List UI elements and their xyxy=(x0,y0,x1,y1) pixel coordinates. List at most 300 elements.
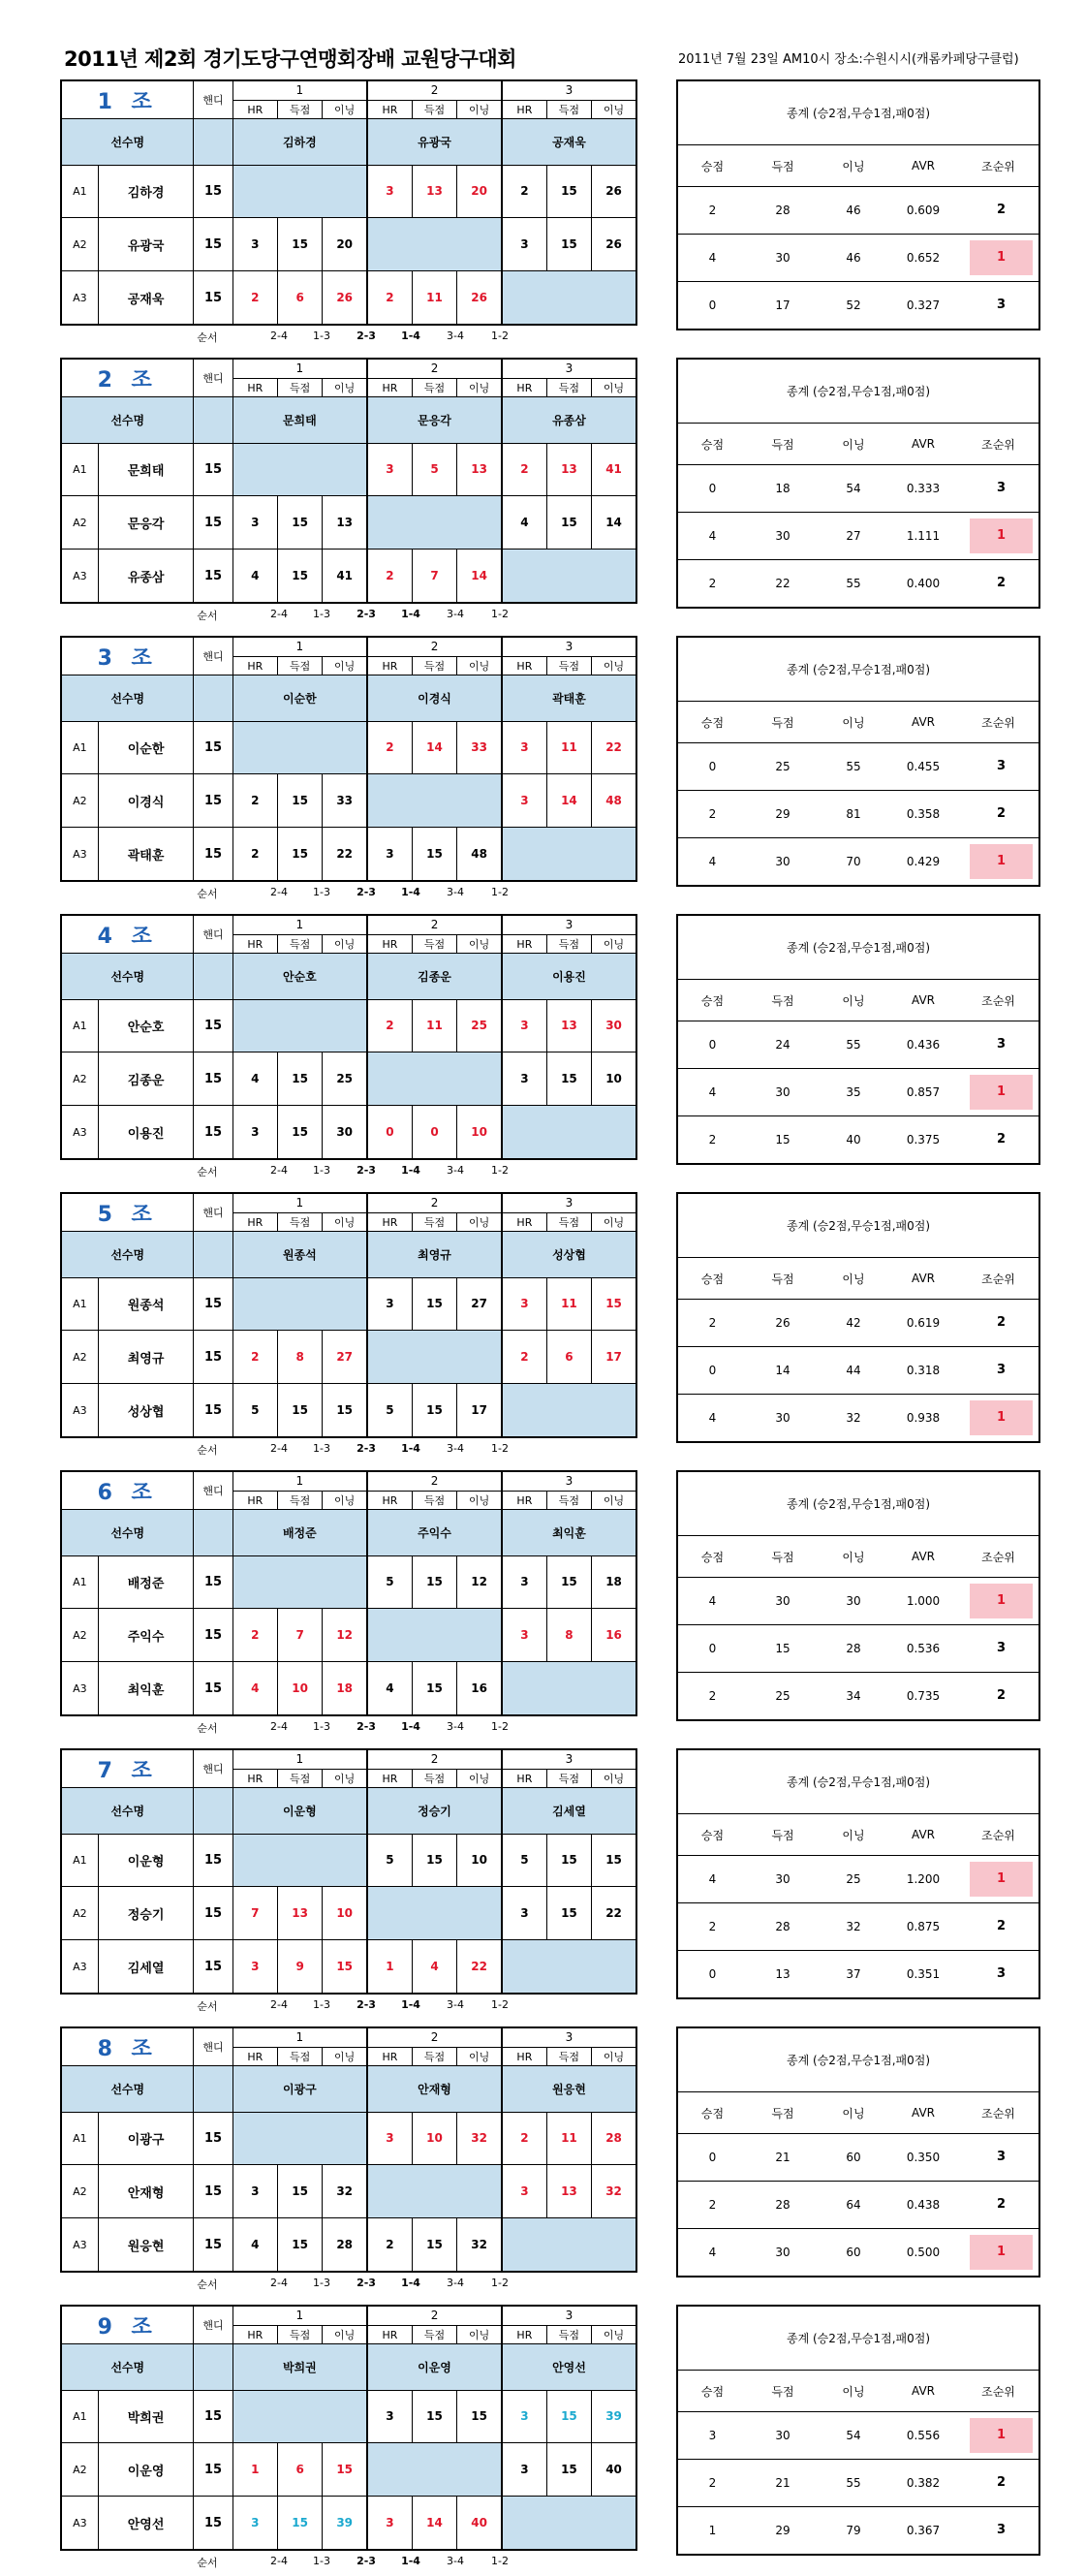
score-cell: 39 xyxy=(592,2390,636,2443)
order-item: 2-3 xyxy=(356,1442,376,1455)
score-cell: 15 xyxy=(592,1277,636,1331)
score-cell: 1 xyxy=(367,1940,412,1994)
score-cell: 15 xyxy=(277,2218,322,2272)
score-cell: 2 xyxy=(367,999,412,1052)
self-match-cell xyxy=(502,1384,636,1437)
score-cell: 15 xyxy=(412,2218,456,2272)
opponent-name: 안순호 xyxy=(232,954,367,999)
sub-column-header: 득점 xyxy=(277,100,322,119)
group-summary-table xyxy=(676,358,1040,609)
group-section xyxy=(60,1192,1038,1463)
score-cell: 7 xyxy=(412,550,456,603)
score-cell: 17 xyxy=(457,1384,502,1437)
sub-column-header: 이닝 xyxy=(323,2047,367,2066)
self-match-cell xyxy=(502,2497,636,2550)
summary-innings: 55 xyxy=(819,1021,888,1069)
opponent-name: 성상협 xyxy=(502,1232,636,1277)
score-cell: 14 xyxy=(412,2497,456,2550)
player-name: 김종운 xyxy=(98,1052,194,1106)
sub-column-header: HR xyxy=(502,1769,546,1788)
order-item: 1-3 xyxy=(313,2277,330,2289)
score-cell: 6 xyxy=(277,2443,322,2497)
group-section xyxy=(60,2305,1038,2576)
summary-row xyxy=(677,282,1039,330)
score-cell: 13 xyxy=(277,1887,322,1940)
summary-column-header: 조순위 xyxy=(958,980,1039,1021)
summary-score: 30 xyxy=(747,513,819,560)
score-cell: 2 xyxy=(367,550,412,603)
player-column-header: 선수명 xyxy=(61,397,194,443)
summary-column-header: 득점 xyxy=(747,1258,819,1300)
score-cell: 11 xyxy=(546,721,591,774)
sub-column-header: 이닝 xyxy=(592,1491,636,1510)
summary-column-header: 이닝 xyxy=(819,1258,888,1300)
score-cell: 28 xyxy=(592,2112,636,2165)
group-score-table xyxy=(60,636,637,882)
sub-column-header: 득점 xyxy=(546,934,591,954)
order-item: 1-4 xyxy=(401,2555,420,2567)
handicap-header: 핸디 xyxy=(194,637,232,675)
opponent-name: 공재욱 xyxy=(502,119,636,165)
opponent-column-number: 3 xyxy=(502,637,636,656)
summary-title: 종계 (승2점,무승1점,패0점) xyxy=(677,1749,1039,1814)
summary-points: 2 xyxy=(708,1133,717,1147)
self-match-cell xyxy=(502,1662,636,1715)
player-row xyxy=(61,999,636,1052)
sub-column-header: HR xyxy=(502,2325,546,2344)
player-name: 원응현 xyxy=(98,2218,194,2272)
order-item: 3-4 xyxy=(447,2277,464,2289)
opponent-name: 박희권 xyxy=(232,2344,367,2390)
summary-innings: 30 xyxy=(819,1578,888,1625)
order-item: 1-4 xyxy=(401,330,420,342)
order-item: 1-4 xyxy=(401,1720,420,1733)
opponent-name: 이경식 xyxy=(367,675,502,721)
summary-row xyxy=(677,1021,1039,1069)
sub-column-header: 득점 xyxy=(412,1769,456,1788)
player-prefix: A1 xyxy=(61,443,98,496)
opponent-column-number: 3 xyxy=(502,2306,636,2325)
score-cell: 11 xyxy=(546,2112,591,2165)
player-handicap: 15 xyxy=(194,1887,232,1940)
player-handicap: 15 xyxy=(194,1277,232,1331)
summary-row xyxy=(677,1625,1039,1673)
sub-column-header: HR xyxy=(367,934,412,954)
opponent-name: 문응각 xyxy=(367,397,502,443)
score-cell: 10 xyxy=(277,1662,322,1715)
player-name: 김세열 xyxy=(98,1940,194,1994)
summary-column-header: 승점 xyxy=(677,1258,747,1300)
player-prefix: A3 xyxy=(61,550,98,603)
player-row xyxy=(61,218,636,271)
sub-column-header: 득점 xyxy=(546,2047,591,2066)
sub-column-header: 득점 xyxy=(277,378,322,397)
order-item: 1-3 xyxy=(313,1442,330,1455)
score-cell: 6 xyxy=(546,1331,591,1384)
sub-column-header: 이닝 xyxy=(592,1212,636,1232)
summary-points: 2 xyxy=(677,187,747,235)
score-cell: 15 xyxy=(412,1384,456,1437)
score-cell: 5 xyxy=(367,1834,412,1887)
sub-column-header: HR xyxy=(232,378,277,397)
summary-column-header: 이닝 xyxy=(819,145,888,187)
summary-column-header: 조순위 xyxy=(958,702,1039,743)
score-cell: 15 xyxy=(546,218,591,271)
page-subtitle: 2011년 7월 23일 AM10시 장소:수원시시(캐롬카페당구클럽) xyxy=(678,52,1019,67)
player-row xyxy=(61,2112,636,2165)
sub-column-header: HR xyxy=(232,656,277,675)
order-label: 순서 xyxy=(197,331,218,344)
player-column-header: 선수명 xyxy=(61,2344,194,2390)
score-cell: 15 xyxy=(546,1887,591,1940)
summary-column-header: 승점 xyxy=(677,424,747,465)
score-cell: 15 xyxy=(277,496,322,550)
sub-column-header: HR xyxy=(367,378,412,397)
summary-column-header: AVR xyxy=(888,424,958,465)
group-section xyxy=(60,636,1038,907)
self-match-cell xyxy=(367,2165,502,2218)
score-cell: 2 xyxy=(232,1331,277,1384)
order-label: 순서 xyxy=(197,2557,218,2569)
score-cell: 15 xyxy=(277,774,322,828)
summary-innings: 60 xyxy=(846,2246,861,2259)
summary-rank: 2 xyxy=(997,2197,1007,2212)
order-item: 1-2 xyxy=(491,886,509,898)
sub-column-header: 이닝 xyxy=(323,656,367,675)
summary-rank: 1 xyxy=(970,1584,1033,1618)
opponent-column-number: 1 xyxy=(232,1193,367,1212)
score-cell: 26 xyxy=(592,165,636,218)
order-item: 3-4 xyxy=(447,608,464,620)
order-item: 2-3 xyxy=(356,1998,376,2011)
player-prefix: A3 xyxy=(61,1940,98,1994)
summary-innings: 37 xyxy=(846,1967,861,1981)
player-row xyxy=(61,1052,636,1106)
summary-row xyxy=(677,1347,1039,1395)
summary-average: 0.500 xyxy=(906,2246,941,2259)
summary-row xyxy=(677,1578,1039,1625)
score-cell: 10 xyxy=(412,2112,456,2165)
player-column-header: 선수명 xyxy=(61,675,194,721)
order-label: 순서 xyxy=(197,2000,218,2013)
group-score-table xyxy=(60,79,637,326)
sub-column-header: 득점 xyxy=(412,1491,456,1510)
sub-column-header: HR xyxy=(502,1491,546,1510)
summary-row xyxy=(677,2134,1039,2182)
player-prefix: A3 xyxy=(61,828,98,881)
summary-average: 0.350 xyxy=(888,2134,958,2182)
self-match-cell xyxy=(367,774,502,828)
summary-points: 4 xyxy=(708,855,717,868)
score-cell: 5 xyxy=(367,1555,412,1609)
summary-points: 2 xyxy=(677,791,747,838)
score-cell: 15 xyxy=(412,1662,456,1715)
player-prefix: A2 xyxy=(61,774,98,828)
group-name: 8 조 xyxy=(61,2027,194,2066)
player-handicap: 15 xyxy=(194,165,232,218)
opponent-column-number: 1 xyxy=(232,637,367,656)
summary-column-header: 득점 xyxy=(747,980,819,1021)
order-item: 1-4 xyxy=(401,608,420,620)
summary-rank: 1 xyxy=(970,1075,1033,1110)
summary-score: 30 xyxy=(747,1856,819,1903)
summary-column-header: 이닝 xyxy=(819,1814,888,1856)
score-cell: 25 xyxy=(323,1052,367,1106)
summary-rank: 2 xyxy=(997,203,1007,217)
sub-column-header: 이닝 xyxy=(323,934,367,954)
score-cell: 7 xyxy=(277,1609,322,1662)
summary-column-header: 승점 xyxy=(677,2371,747,2412)
sub-column-header: 이닝 xyxy=(592,378,636,397)
opponent-name: 안영선 xyxy=(502,2344,636,2390)
summary-average: 1.200 xyxy=(888,1856,958,1903)
score-cell: 30 xyxy=(592,999,636,1052)
score-cell: 5 xyxy=(412,443,456,496)
self-match-cell xyxy=(502,1106,636,1159)
group-name: 5 조 xyxy=(61,1193,194,1232)
summary-innings: 79 xyxy=(846,2524,861,2537)
opponent-name: 이운형 xyxy=(232,1788,367,1834)
player-prefix: A2 xyxy=(61,1887,98,1940)
opponent-name: 주익수 xyxy=(367,1510,502,1555)
order-item: 2-3 xyxy=(356,2555,376,2567)
order-item: 2-4 xyxy=(270,1164,288,1177)
summary-column-header: 조순위 xyxy=(958,424,1039,465)
summary-column-header: AVR xyxy=(888,980,958,1021)
opponent-name: 최익훈 xyxy=(502,1510,636,1555)
player-name: 이용진 xyxy=(98,1106,194,1159)
summary-rank: 1 xyxy=(970,1862,1033,1897)
player-row xyxy=(61,1662,636,1715)
summary-points: 0 xyxy=(677,1347,747,1395)
group-score-table xyxy=(60,1192,637,1438)
summary-points: 0 xyxy=(677,743,747,791)
opponent-column-number: 3 xyxy=(502,915,636,934)
self-match-cell xyxy=(232,165,367,218)
score-cell: 10 xyxy=(457,1834,502,1887)
opponent-name: 김세열 xyxy=(502,1788,636,1834)
score-cell: 0 xyxy=(367,1106,412,1159)
summary-row xyxy=(677,465,1039,513)
score-cell: 12 xyxy=(323,1609,367,1662)
order-item: 2-4 xyxy=(270,608,288,620)
order-item: 3-4 xyxy=(447,2555,464,2567)
score-cell: 3 xyxy=(367,828,412,881)
sub-column-header: 이닝 xyxy=(323,378,367,397)
player-prefix: A2 xyxy=(61,1052,98,1106)
summary-column-header: 이닝 xyxy=(819,2371,888,2412)
player-row xyxy=(61,774,636,828)
summary-rank: 2 xyxy=(997,1688,1007,1703)
handicap-header: 핸디 xyxy=(194,1193,232,1232)
opponent-name: 최영규 xyxy=(367,1232,502,1277)
score-cell: 15 xyxy=(323,2443,367,2497)
sub-column-header: 이닝 xyxy=(323,100,367,119)
match-order-row xyxy=(60,1998,637,2014)
score-cell: 5 xyxy=(232,1384,277,1437)
summary-column-header: 이닝 xyxy=(819,424,888,465)
summary-points: 0 xyxy=(677,1625,747,1673)
sub-column-header: 득점 xyxy=(277,2325,322,2344)
order-label: 순서 xyxy=(197,1166,218,1178)
summary-points: 4 xyxy=(677,1069,747,1116)
sub-column-header: 득점 xyxy=(277,1491,322,1510)
order-item: 1-2 xyxy=(491,1164,509,1177)
summary-column-header: 조순위 xyxy=(958,1536,1039,1578)
summary-average: 0.857 xyxy=(888,1069,958,1116)
opponent-column-number: 1 xyxy=(232,359,367,378)
score-cell: 15 xyxy=(412,1555,456,1609)
opponent-name: 배정준 xyxy=(232,1510,367,1555)
summary-rank: 2 xyxy=(997,1919,1007,1933)
player-prefix: A3 xyxy=(61,1106,98,1159)
summary-row xyxy=(677,791,1039,838)
player-row xyxy=(61,1887,636,1940)
handicap-spacer xyxy=(194,2344,232,2390)
sub-column-header: 득점 xyxy=(277,2047,322,2066)
group-name: 9 조 xyxy=(61,2306,194,2344)
player-prefix: A3 xyxy=(61,2497,98,2550)
score-cell: 2 xyxy=(232,1609,277,1662)
summary-rank: 3 xyxy=(997,1363,1007,1377)
summary-average: 1.000 xyxy=(888,1578,958,1625)
score-cell: 3 xyxy=(502,999,546,1052)
player-prefix: A3 xyxy=(61,271,98,325)
group-score-table xyxy=(60,1470,637,1716)
player-handicap: 15 xyxy=(194,1106,232,1159)
summary-rank: 3 xyxy=(997,1037,1007,1052)
sub-column-header: 득점 xyxy=(412,1212,456,1232)
score-cell: 9 xyxy=(277,1940,322,1994)
summary-score: 29 xyxy=(775,2524,790,2537)
summary-score: 15 xyxy=(747,1625,819,1673)
player-handicap: 15 xyxy=(194,1662,232,1715)
summary-rank: 1 xyxy=(970,1400,1033,1435)
score-cell: 13 xyxy=(457,443,502,496)
score-cell: 10 xyxy=(457,1106,502,1159)
player-prefix: A1 xyxy=(61,1555,98,1609)
summary-row xyxy=(677,1116,1039,1165)
summary-rank: 2 xyxy=(997,576,1007,590)
score-cell: 18 xyxy=(323,1662,367,1715)
order-item: 1-2 xyxy=(491,1998,509,2011)
summary-row xyxy=(677,513,1039,560)
player-handicap: 15 xyxy=(194,721,232,774)
order-item: 1-4 xyxy=(401,1442,420,1455)
sub-column-header: 이닝 xyxy=(323,2325,367,2344)
summary-rank: 3 xyxy=(997,298,1007,312)
summary-row xyxy=(677,2412,1039,2460)
player-name: 유종삼 xyxy=(98,550,194,603)
opponent-column-number: 2 xyxy=(367,1471,502,1491)
summary-title: 종계 (승2점,무승1점,패0점) xyxy=(677,1471,1039,1536)
summary-innings: 34 xyxy=(846,1689,861,1703)
summary-innings: 55 xyxy=(819,2460,888,2507)
summary-innings: 64 xyxy=(819,2182,888,2229)
summary-average: 1.111 xyxy=(888,513,958,560)
order-item: 1-4 xyxy=(401,2277,420,2289)
player-handicap: 15 xyxy=(194,1940,232,1994)
opponent-name: 정승기 xyxy=(367,1788,502,1834)
player-handicap: 15 xyxy=(194,828,232,881)
sub-column-header: 득점 xyxy=(412,656,456,675)
opponent-name: 유광국 xyxy=(367,119,502,165)
sub-column-header: HR xyxy=(232,2047,277,2066)
score-cell: 3 xyxy=(502,1555,546,1609)
sub-column-header: 이닝 xyxy=(323,1212,367,1232)
summary-column-header: 조순위 xyxy=(958,2092,1039,2134)
player-row xyxy=(61,1834,636,1887)
summary-innings: 54 xyxy=(819,2412,888,2460)
summary-points: 2 xyxy=(677,2182,747,2229)
summary-innings: 60 xyxy=(819,2134,888,2182)
sub-column-header: 득점 xyxy=(546,1769,591,1788)
summary-points: 2 xyxy=(708,577,717,590)
summary-points: 2 xyxy=(677,2460,747,2507)
group-section xyxy=(60,1470,1038,1742)
player-prefix: A1 xyxy=(61,721,98,774)
player-row xyxy=(61,2218,636,2272)
handicap-spacer xyxy=(194,119,232,165)
score-cell: 15 xyxy=(323,1940,367,1994)
sub-column-header: 득점 xyxy=(546,1212,591,1232)
summary-rank: 1 xyxy=(970,844,1033,879)
summary-points: 0 xyxy=(677,1021,747,1069)
summary-score: 22 xyxy=(775,577,790,590)
opponent-name: 안재형 xyxy=(367,2066,502,2112)
group-summary-table xyxy=(676,1748,1040,1999)
order-item: 1-2 xyxy=(491,2277,509,2289)
group-section xyxy=(60,358,1038,629)
order-item: 1-2 xyxy=(491,1442,509,1455)
player-prefix: A1 xyxy=(61,1834,98,1887)
order-item: 2-4 xyxy=(270,2555,288,2567)
score-cell: 3 xyxy=(367,2497,412,2550)
player-row xyxy=(61,550,636,603)
group-score-table xyxy=(60,914,637,1160)
sub-column-header: 이닝 xyxy=(323,1769,367,1788)
summary-rank: 1 xyxy=(970,240,1033,275)
sub-column-header: 득점 xyxy=(412,2325,456,2344)
player-row xyxy=(61,2390,636,2443)
opponent-name: 곽태훈 xyxy=(502,675,636,721)
score-cell: 27 xyxy=(323,1331,367,1384)
player-handicap: 15 xyxy=(194,999,232,1052)
summary-score: 25 xyxy=(747,743,819,791)
order-item: 3-4 xyxy=(447,1998,464,2011)
order-item: 1-3 xyxy=(313,1998,330,2011)
player-prefix: A2 xyxy=(61,218,98,271)
self-match-cell xyxy=(502,271,636,325)
player-name: 정승기 xyxy=(98,1887,194,1940)
summary-row xyxy=(677,1673,1039,1721)
sub-column-header: HR xyxy=(232,100,277,119)
summary-column-header: 조순위 xyxy=(958,145,1039,187)
player-row xyxy=(61,443,636,496)
handicap-spacer xyxy=(194,2066,232,2112)
player-name: 곽태훈 xyxy=(98,828,194,881)
order-item: 2-3 xyxy=(356,1164,376,1177)
score-cell: 3 xyxy=(502,1052,546,1106)
score-cell: 33 xyxy=(323,774,367,828)
score-cell: 13 xyxy=(412,165,456,218)
score-cell: 22 xyxy=(592,721,636,774)
order-item: 1-3 xyxy=(313,330,330,342)
summary-score: 21 xyxy=(747,2460,819,2507)
summary-score: 30 xyxy=(775,1411,790,1425)
order-label: 순서 xyxy=(197,1444,218,1457)
sub-column-header: 이닝 xyxy=(457,100,502,119)
